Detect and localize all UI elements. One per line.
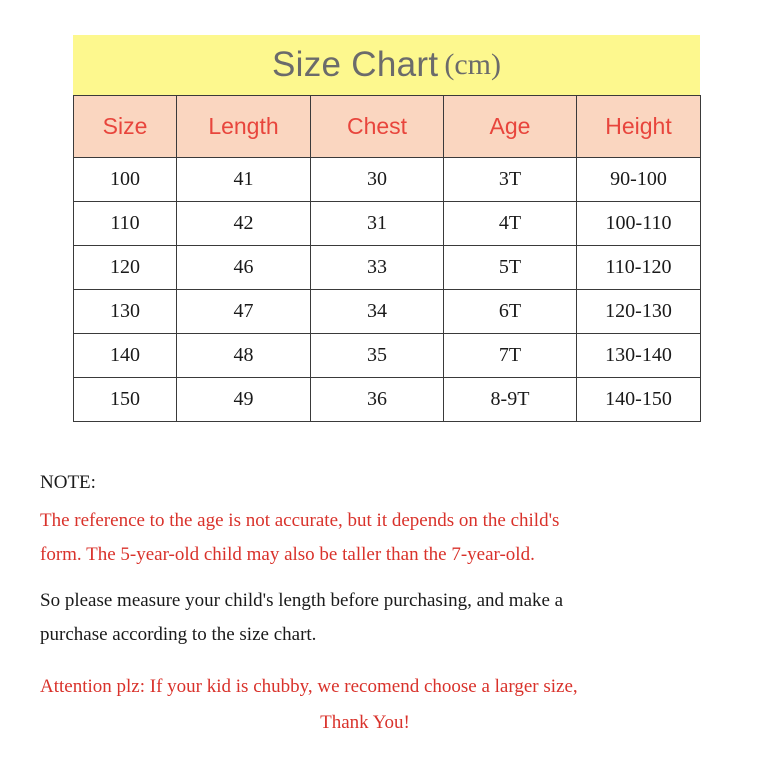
cell-height: 130-140 xyxy=(577,334,701,378)
table-row xyxy=(74,378,701,422)
header-length: Length xyxy=(177,96,311,158)
cell-height: 90-100 xyxy=(577,158,701,202)
cell-height: 100-110 xyxy=(577,202,701,246)
table-row xyxy=(74,290,701,334)
cell-length: 47 xyxy=(177,290,311,334)
table-row xyxy=(74,334,701,378)
cell-size: 120 xyxy=(74,246,177,290)
cell-chest: 30 xyxy=(311,158,444,202)
cell-length: 46 xyxy=(177,246,311,290)
page-title: Size Chart xyxy=(271,45,439,84)
table-header-row xyxy=(74,96,701,158)
note-heading: NOTE: xyxy=(40,472,96,493)
thank-you-text: Thank You! xyxy=(320,712,410,733)
cell-age: 3T xyxy=(444,158,577,202)
header-size: Size xyxy=(74,96,177,158)
title-unit: (cm) xyxy=(444,48,502,81)
note-attention: Attention plz: If your kid is chubby, we recomend choose a larger size, xyxy=(40,676,578,697)
cell-age: 6T xyxy=(444,290,577,334)
cell-length: 41 xyxy=(177,158,311,202)
note-age-disclaimer-line2: form. The 5-year-old child may also be taller than the 7-year-old. xyxy=(40,544,535,565)
cell-height: 120-130 xyxy=(577,290,701,334)
cell-chest: 31 xyxy=(311,202,444,246)
header-height: Height xyxy=(577,96,701,158)
header-age: Age xyxy=(444,96,577,158)
cell-age: 5T xyxy=(444,246,577,290)
header-chest: Chest xyxy=(311,96,444,158)
cell-size: 150 xyxy=(74,378,177,422)
cell-height: 140-150 xyxy=(577,378,701,422)
cell-size: 110 xyxy=(74,202,177,246)
cell-chest: 33 xyxy=(311,246,444,290)
cell-size: 130 xyxy=(74,290,177,334)
cell-chest: 36 xyxy=(311,378,444,422)
cell-chest: 35 xyxy=(311,334,444,378)
table-row xyxy=(74,158,701,202)
cell-age: 7T xyxy=(444,334,577,378)
cell-age: 4T xyxy=(444,202,577,246)
note-measure-line2: purchase according to the size chart. xyxy=(40,624,317,645)
cell-length: 42 xyxy=(177,202,311,246)
cell-length: 48 xyxy=(177,334,311,378)
cell-length: 49 xyxy=(177,378,311,422)
note-age-disclaimer-line1: The reference to the age is not accurate, but it depends on the child's xyxy=(40,510,560,531)
cell-chest: 34 xyxy=(311,290,444,334)
cell-height: 110-120 xyxy=(577,246,701,290)
cell-size: 140 xyxy=(74,334,177,378)
cell-size: 100 xyxy=(74,158,177,202)
size-table xyxy=(73,95,701,422)
table-row xyxy=(74,202,701,246)
table-row xyxy=(74,246,701,290)
note-measure-line1: So please measure your child's length before purchasing, and make a xyxy=(40,590,564,611)
cell-age: 8-9T xyxy=(444,378,577,422)
size-chart-title-bar xyxy=(73,35,700,95)
